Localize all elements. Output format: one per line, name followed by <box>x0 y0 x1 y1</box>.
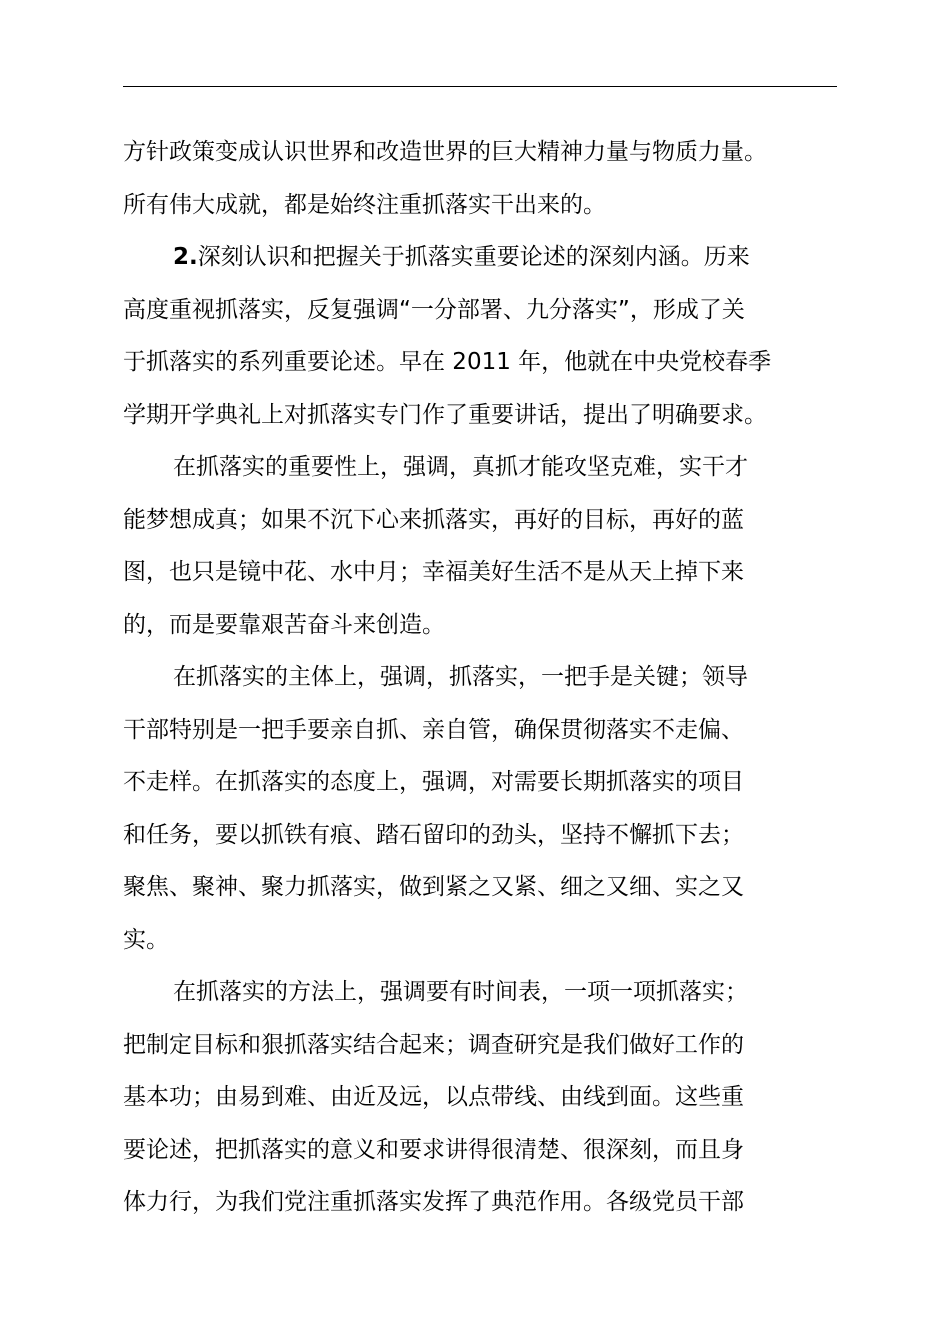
text-line: 于抓落实的系列重要论述。早在 2011 年，他就在中央党校春季 <box>123 349 772 375</box>
text-line: 学期开学典礼上对抓落实专门作了重要讲话，提出了明确要求。 <box>123 401 767 428</box>
text-line: 要论述，把抓落实的意义和要求讲得很清楚、很深刻，而且身 <box>123 1136 744 1163</box>
text-line: 基本功；由易到难、由近及远，以点带线、由线到面。这些重 <box>123 1084 744 1110</box>
text-line: 的，而是要靠艰苦奋斗来创造。 <box>123 611 445 638</box>
paragraph-first-line: 在抓落实的重要性上，强调，真抓才能攻坚克难，实干才 <box>173 454 748 480</box>
text-line: 干部特别是一把手要亲自抓、亲自管，确保贯彻落实不走偏、 <box>123 716 744 743</box>
text-line: 和任务，要以抓铁有痕、踏石留印的劲头，坚持不懈抓下去； <box>123 821 744 848</box>
paragraph-first-line: 在抓落实的方法上，强调要有时间表，一项一项抓落实； <box>173 979 748 1005</box>
text-line: 方针政策变成认识世界和改造世界的巨大精神力量与物质力量。 <box>123 139 767 165</box>
section-heading-line <box>123 231 841 284</box>
header-rule <box>123 86 837 87</box>
text-line: 体力行，为我们党注重抓落实发挥了典范作用。各级党员干部 <box>123 1189 744 1215</box>
text-line: 能梦想成真；如果不沉下心来抓落实，再好的目标，再好的蓝 <box>123 506 744 533</box>
text-line: 高度重视抓落实，反复强调“一分部署、九分落实”，形成了关 <box>123 296 745 323</box>
paragraph-first-line: 在抓落实的主体上，强调，抓落实，一把手是关键；领导 <box>173 664 748 690</box>
text-line: 所有伟大成就，都是始终注重抓落实干出来的。 <box>123 191 606 218</box>
text-line: 图，也只是镜中花、水中月；幸福美好生活不是从天上掉下来 <box>123 559 744 585</box>
section-number: 2. <box>173 244 198 270</box>
document-body <box>123 126 841 1229</box>
text-line: 聚焦、聚神、聚力抓落实，做到紧之又紧、细之又细、实之又 <box>123 874 744 900</box>
text-line: 不走样。在抓落实的态度上，强调，对需要长期抓落实的项目 <box>123 769 744 795</box>
text-line: 实。 <box>123 926 169 953</box>
text-line: 把制定目标和狠抓落实结合起来；调查研究是我们做好工作的 <box>123 1031 744 1058</box>
section-heading-text: 深刻认识和把握关于抓落实重要论述的深刻内涵。历来 <box>197 244 750 270</box>
